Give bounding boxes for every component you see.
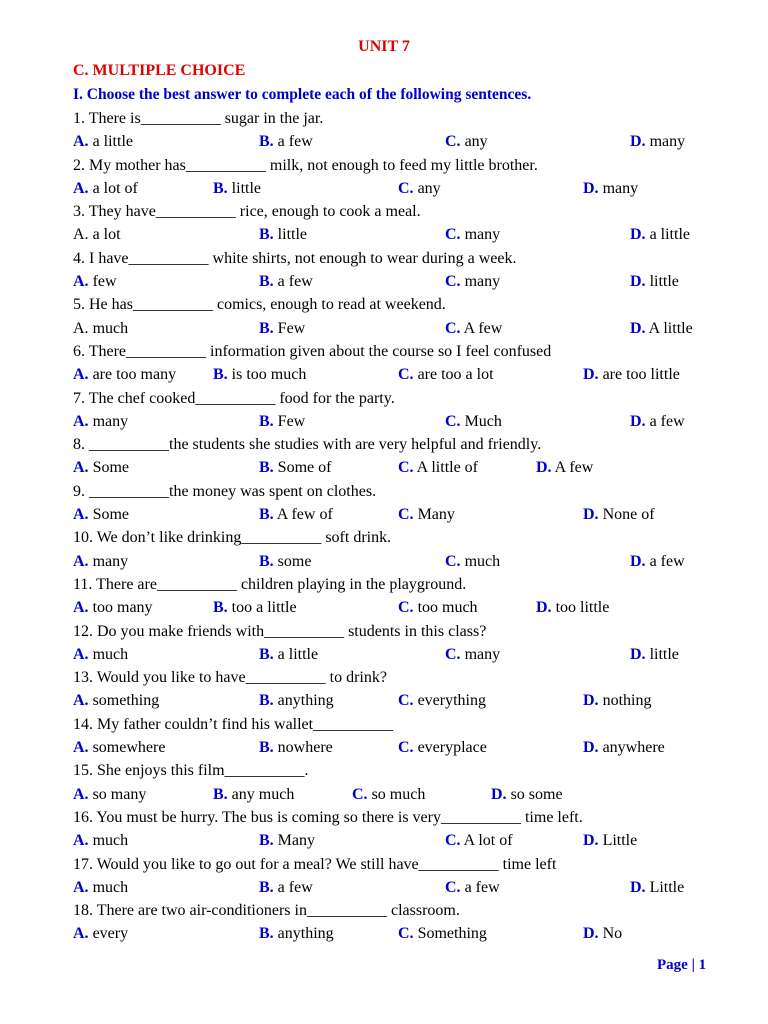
option-text: everything (413, 692, 486, 710)
question-text: 5. He has__________ comics, enough to read at weekend. (73, 296, 446, 314)
option-letter: A. (73, 925, 89, 943)
option-letter: B. (259, 226, 274, 244)
option-text: A few (460, 319, 503, 337)
option-text: a few (273, 133, 313, 151)
option-text: much (88, 832, 129, 850)
option-letter: A. (73, 506, 89, 524)
option-text: too much (413, 599, 478, 617)
answer-option (445, 550, 500, 573)
question-text: 4. I have__________ white shirts, not enough to wear during a week. (73, 249, 517, 267)
option-text: many (598, 179, 639, 197)
question-text: 12. Do you make friends with__________ students in this class? (73, 622, 487, 640)
option-text: many (460, 645, 501, 663)
answer-option (583, 829, 637, 852)
answer-option (73, 223, 121, 246)
option-letter: A. (73, 366, 89, 384)
option-letter: B. (213, 599, 228, 617)
option-letter: D. (583, 692, 599, 710)
question-text: 14. My father couldn’t find his wallet__________ (73, 715, 394, 733)
option-letter: B. (259, 459, 274, 477)
option-text: a few (273, 273, 313, 291)
options-row (73, 643, 733, 666)
options-row (73, 317, 733, 340)
option-text: few (88, 273, 117, 291)
answer-option (259, 736, 333, 759)
question-text: 16. You must be hurry. The bus is coming so there is very__________ time left. (73, 808, 583, 826)
answer-option (259, 410, 305, 433)
option-text: Some (88, 459, 130, 477)
option-text: many (88, 552, 129, 570)
option-text: little (645, 645, 679, 663)
option-letter: C. (398, 739, 414, 757)
option-letter: D. (630, 645, 646, 663)
option-letter: A. (73, 319, 89, 337)
answer-option (259, 922, 334, 945)
option-letter: D. (630, 412, 646, 430)
option-text: Some of (273, 459, 332, 477)
option-text: little (227, 179, 261, 197)
answer-option (259, 689, 334, 712)
answer-option (630, 643, 679, 666)
option-letter: B. (259, 412, 274, 430)
option-letter: D. (630, 878, 646, 896)
option-letter: C. (398, 506, 414, 524)
option-letter: B. (213, 179, 228, 197)
answer-option (583, 689, 651, 712)
answer-option (73, 270, 117, 293)
answer-option (445, 876, 500, 899)
option-text: much (88, 878, 129, 896)
answer-option (398, 689, 486, 712)
question-text: 11. There are__________ children playing in the playground. (73, 575, 467, 593)
answer-option (630, 550, 685, 573)
option-text: little (273, 226, 307, 244)
option-text: so some (506, 785, 563, 803)
option-text: a little (645, 226, 690, 244)
options-row (73, 410, 733, 433)
answer-option (259, 829, 315, 852)
options-row (73, 550, 733, 573)
option-letter: C. (445, 645, 461, 663)
answer-option (213, 177, 261, 200)
option-text: is too much (227, 366, 307, 384)
option-letter: D. (491, 785, 507, 803)
option-text: any (460, 133, 488, 151)
answer-option (536, 456, 593, 479)
answer-option (398, 736, 487, 759)
option-text: Some (88, 506, 130, 524)
answer-option (630, 270, 679, 293)
options-row (73, 130, 733, 153)
option-letter: A. (73, 692, 89, 710)
option-letter: A. (73, 179, 89, 197)
option-text: everyplace (413, 739, 487, 757)
answer-option (73, 736, 165, 759)
answer-option (445, 829, 513, 852)
option-text: so much (367, 785, 426, 803)
question-text: 1. There is__________ sugar in the jar. (73, 110, 324, 127)
question-text: 18. There are two air-conditioners in__________ classroom. (73, 902, 460, 920)
option-letter: B. (259, 692, 274, 710)
answer-option (352, 783, 425, 806)
answer-option (73, 503, 129, 526)
answer-option (259, 223, 307, 246)
option-text: Many (273, 832, 315, 850)
question-text: 6. There__________ information given about the course so I feel confused (73, 342, 552, 360)
option-text: many (460, 226, 501, 244)
option-text: little (645, 273, 679, 291)
answer-option (73, 456, 129, 479)
option-letter: C. (445, 878, 461, 896)
option-text: Few (273, 319, 306, 337)
answer-option (259, 130, 313, 153)
option-text: a little (273, 645, 319, 663)
answer-option (259, 643, 318, 666)
option-letter: B. (259, 552, 274, 570)
option-text: are too little (598, 366, 680, 384)
option-letter: D. (583, 179, 599, 197)
option-letter: D. (583, 366, 599, 384)
question-text: 9. __________the money was spent on clothes. (73, 482, 377, 500)
option-letter: B. (259, 878, 274, 896)
answer-option (630, 317, 693, 340)
answer-option (73, 689, 159, 712)
option-letter: D. (630, 133, 646, 151)
option-text: so many (88, 785, 147, 803)
option-letter: D. (630, 319, 646, 337)
option-letter: C. (352, 785, 368, 803)
option-text: too many (88, 599, 153, 617)
answer-option (398, 177, 441, 200)
answer-option (398, 596, 478, 619)
option-text: a little (88, 133, 133, 151)
option-text: a few (460, 878, 500, 896)
option-text: None of (598, 506, 655, 524)
option-text: much (88, 645, 129, 663)
answer-option (445, 130, 488, 153)
option-text: a lot of (88, 179, 138, 197)
question-text: 10. We don’t like drinking__________ soft drink. (73, 529, 392, 547)
option-text: many (460, 273, 501, 291)
answer-option (259, 876, 313, 899)
option-letter: C. (398, 179, 414, 197)
option-text: Something (413, 925, 487, 943)
options-row (73, 363, 733, 386)
option-text: are too a lot (413, 366, 494, 384)
option-text: somewhere (88, 739, 166, 757)
answer-option (73, 130, 133, 153)
option-text: nothing (598, 692, 652, 710)
answer-option (445, 643, 500, 666)
option-letter: C. (445, 319, 461, 337)
option-text: A few (551, 459, 594, 477)
option-letter: A. (73, 552, 89, 570)
option-letter: D. (583, 739, 599, 757)
answer-option (445, 223, 500, 246)
answer-option (259, 270, 313, 293)
answer-option (398, 456, 478, 479)
option-text: many (645, 133, 686, 151)
answer-option (583, 177, 638, 200)
option-text: Little (598, 832, 638, 850)
option-letter: B. (259, 319, 274, 337)
answer-option (73, 363, 176, 386)
section-title: C. MULTIPLE CHOICE (73, 62, 246, 79)
option-letter: C. (398, 599, 414, 617)
option-letter: A. (73, 739, 89, 757)
option-text: a few (645, 552, 685, 570)
answer-option (445, 410, 502, 433)
option-text: Few (273, 412, 306, 430)
instruction: I. Choose the best answer to complete each of the following sentences. (73, 86, 532, 103)
options-row (73, 783, 733, 806)
option-letter: A. (73, 226, 89, 244)
option-letter: A. (73, 459, 89, 477)
question-text: 8. __________the students she studies with are very helpful and friendly. (73, 436, 542, 454)
answer-option (583, 363, 680, 386)
option-text: much (460, 552, 501, 570)
answer-option (73, 922, 128, 945)
options-row (73, 876, 733, 899)
unit-title: UNIT 7 (358, 38, 410, 55)
answer-option (630, 223, 690, 246)
option-letter: A. (73, 599, 89, 617)
option-letter: A. (73, 645, 89, 663)
option-letter: D. (583, 506, 599, 524)
question-text: 13. Would you like to have__________ to drink? (73, 669, 387, 687)
option-letter: D. (630, 273, 646, 291)
option-letter: C. (445, 133, 461, 151)
option-letter: A. (73, 832, 89, 850)
option-letter: D. (536, 599, 552, 617)
option-text: every (88, 925, 129, 943)
option-letter: C. (398, 366, 414, 384)
question-text: 17. Would you like to go out for a meal? We still have__________ time left (73, 855, 557, 873)
answer-option (213, 596, 297, 619)
answer-option (583, 922, 622, 945)
option-text: much (88, 319, 129, 337)
option-letter: C. (445, 273, 461, 291)
answer-option (398, 363, 494, 386)
option-letter: A. (73, 412, 89, 430)
answer-option (398, 503, 455, 526)
option-letter: C. (398, 692, 414, 710)
option-text: Little (645, 878, 685, 896)
option-text: too a little (227, 599, 297, 617)
option-text: A little (645, 319, 693, 337)
option-letter: A. (73, 133, 89, 151)
answer-option (583, 503, 655, 526)
option-letter: B. (213, 366, 228, 384)
answer-option (73, 643, 128, 666)
option-letter: C. (445, 412, 461, 430)
option-text: a few (645, 412, 685, 430)
option-text: Much (460, 412, 502, 430)
question-text: 15. She enjoys this film__________. (73, 762, 309, 780)
answer-option (259, 503, 333, 526)
options-row (73, 270, 733, 293)
answer-option (445, 317, 502, 340)
question-text: 3. They have__________ rice, enough to cook a meal. (73, 203, 421, 221)
option-text: A few of (273, 506, 333, 524)
answer-option (259, 550, 311, 573)
option-letter: D. (583, 832, 599, 850)
option-letter: A. (73, 878, 89, 896)
option-letter: D. (630, 226, 646, 244)
options-row (73, 503, 733, 526)
answer-option (630, 130, 685, 153)
option-text: anything (273, 925, 334, 943)
answer-option (259, 317, 305, 340)
option-letter: B. (259, 925, 274, 943)
answer-option (73, 410, 128, 433)
answer-option (445, 270, 500, 293)
answer-option (491, 783, 563, 806)
options-row (73, 689, 733, 712)
answer-option (73, 596, 153, 619)
option-letter: D. (583, 925, 599, 943)
answer-option (213, 363, 306, 386)
option-text: too little (551, 599, 610, 617)
answer-option (73, 177, 138, 200)
option-text: No (598, 925, 623, 943)
option-letter: C. (445, 552, 461, 570)
option-text: are too many (88, 366, 177, 384)
option-letter: D. (630, 552, 646, 570)
answer-option (73, 317, 128, 340)
option-letter: A. (73, 785, 89, 803)
option-letter: B. (259, 739, 274, 757)
answer-option (73, 829, 128, 852)
option-letter: B. (259, 273, 274, 291)
question-list (73, 107, 733, 946)
answer-option (73, 550, 128, 573)
answer-option (213, 783, 294, 806)
answer-option (630, 876, 684, 899)
options-row (73, 829, 733, 852)
question-text: 2. My mother has__________ milk, not enough to feed my little brother. (73, 156, 538, 174)
answer-option (583, 736, 665, 759)
option-letter: B. (259, 832, 274, 850)
option-text: anywhere (598, 739, 665, 757)
option-letter: C. (445, 226, 461, 244)
option-text: A little of (413, 459, 479, 477)
option-text: any much (227, 785, 295, 803)
answer-option (259, 456, 331, 479)
option-letter: D. (536, 459, 552, 477)
option-text: any (413, 179, 441, 197)
option-text: a lot (88, 226, 121, 244)
options-row (73, 922, 733, 945)
option-text: many (88, 412, 129, 430)
page-number: Page | 1 (657, 957, 707, 973)
answer-option (536, 596, 609, 619)
option-text: something (88, 692, 160, 710)
option-letter: B. (213, 785, 228, 803)
answer-option (73, 783, 146, 806)
question-text: 7. The chef cooked__________ food for the party. (73, 389, 395, 407)
option-letter: B. (259, 506, 274, 524)
option-letter: C. (398, 925, 414, 943)
option-letter: C. (398, 459, 414, 477)
option-letter: C. (445, 832, 461, 850)
option-text: a few (273, 878, 313, 896)
options-row (73, 596, 733, 619)
answer-option (398, 922, 487, 945)
option-letter: A. (73, 273, 89, 291)
option-text: nowhere (273, 739, 333, 757)
option-text: anything (273, 692, 334, 710)
options-row (73, 736, 733, 759)
option-text: Many (413, 506, 455, 524)
options-row (73, 456, 733, 479)
answer-option (630, 410, 685, 433)
options-row (73, 223, 733, 246)
option-text: A lot of (460, 832, 513, 850)
options-row (73, 177, 733, 200)
option-text: some (273, 552, 312, 570)
option-letter: B. (259, 133, 274, 151)
option-letter: B. (259, 645, 274, 663)
answer-option (73, 876, 128, 899)
